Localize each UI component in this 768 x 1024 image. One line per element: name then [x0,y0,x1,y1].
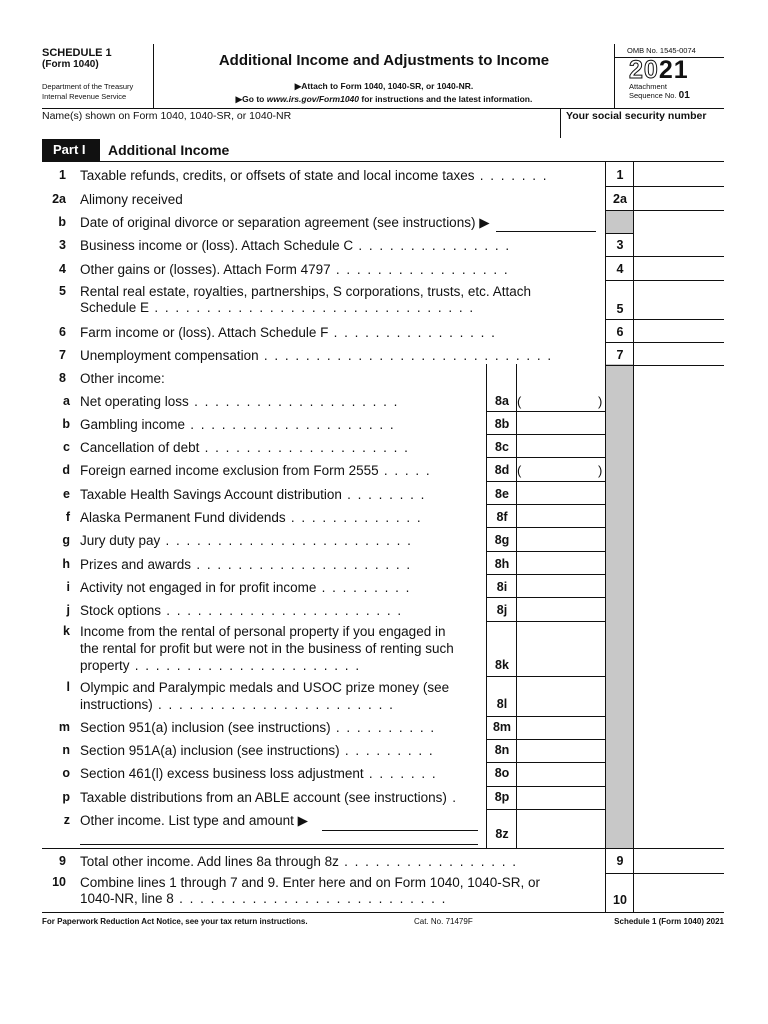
line-text: Net operating loss . . . . . . . . . . . . . . . . . . . . [80,394,399,409]
line-number: 9 [59,854,66,868]
line-text: Taxable distributions from an ABLE account (see instructions) . [80,790,458,805]
line-text: Cancellation of debt . . . . . . . . . . . . . . . . . . . . [80,440,410,455]
line-box-number: 8h [494,557,510,571]
line-text: Alaska Permanent Fund dividends . . . . . . . . . . . . . [80,510,423,525]
name-field-label: Name(s) shown on Form 1040, 1040-SR, or 1040-NR [42,110,292,122]
sequence-number: 01 [678,90,690,101]
attachment-sequence [615,82,724,100]
line-number: b [58,215,66,229]
line-box-number: 8o [494,766,510,780]
line-label: Foreign earned income exclusion from Form 2555 [80,463,379,478]
line-label: Rental real estate, royalties, partnerships, S corporations, trusts, etc. Attach [80,284,531,299]
line-text: Unemployment compensation . . . . . . . . . . . . . . . . . . . . . . . . . . . . [80,348,553,363]
line-text: 1040-NR, line 8 . . . . . . . . . . . . . . . . . . . . . . . . . . [80,891,447,906]
line-text: Activity not engaged in for profit income . . . . . . . . . [80,580,411,595]
line-label-cont: the rental for profit but were not in the business of renting such [80,641,454,656]
sub-letter: i [66,580,70,594]
line-box-number: 3 [616,238,624,252]
col-line [633,364,634,848]
line-8j-amount[interactable] [517,597,605,621]
line-number: 4 [59,262,66,276]
line-8c-amount[interactable] [517,434,605,457]
line-number: 1 [59,168,66,182]
line-text: Stock options . . . . . . . . . . . . . . . . . . . . . . . [80,603,403,618]
line-box-number: 9 [616,854,624,868]
line-text: Total other income. Add lines 8a through 8z . . . . . . . . . . . . . . . . . [80,854,518,869]
line-8e-amount[interactable] [517,481,605,504]
form-footer-id: Schedule 1 (Form 1040) 2021 [614,917,724,926]
name-row [42,108,724,138]
attach-instruction: ▶Attach to Form 1040, 1040-SR, or 1040-NR. [294,81,474,91]
line-text [80,192,600,208]
line-label: Farm income or (loss). Attach Schedule F [80,325,329,340]
line-8i-amount[interactable] [517,574,605,597]
line-8o-amount[interactable] [517,762,605,786]
line-8n-amount[interactable] [517,739,605,762]
line-box-number: 8m [492,720,512,734]
line-box-number: 5 [616,302,624,316]
sub-letter: h [62,557,70,571]
other-income-type-field[interactable] [322,830,478,831]
sub-letter: k [63,624,70,638]
line-label: Business income or (loss). Attach Schedule C [80,238,354,253]
divorce-date-field[interactable] [496,231,596,232]
year-block [614,44,724,108]
catalog-number: Cat. No. 71479F [414,917,473,926]
other-income-type-field-2[interactable] [80,844,478,845]
line-8g-amount[interactable] [517,527,605,551]
line-box-number: 8e [495,487,509,501]
line-label: Cancellation of debt [80,440,200,455]
line-8l-amount[interactable] [517,676,605,716]
goto-instruction [154,94,614,105]
line-box-number: 8p [494,790,510,804]
goto-suffix: for instructions and the latest information. [359,94,533,104]
part-title: Additional Income [108,142,230,158]
form-footer [42,912,724,928]
line-number: 2a [52,192,66,206]
line-label: Section 461(l) excess business loss adjustment [80,766,364,781]
line-label: Other income: [80,371,165,386]
sub-letter: o [62,766,70,780]
line-label: Other gains or (losses). Attach Form 4797 [80,262,331,277]
line-box-number: 8j [496,603,508,617]
line-box-number: 7 [616,348,624,362]
line-label: Jury duty pay [80,533,161,548]
sub-letter: m [58,720,70,734]
title-block [154,44,614,108]
line-label: Stock options [80,603,162,618]
line-label: Alaska Permanent Fund dividends [80,510,286,525]
line-8k-amount[interactable] [517,621,605,676]
sub-letter: e [63,487,70,501]
line-number: 7 [59,348,66,362]
department-name: Department of the Treasury [42,82,134,91]
line-label: Section 951A(a) inclusion (see instructions) [80,743,340,758]
line-text: property . . . . . . . . . . . . . . . . . . . . . . [80,658,361,673]
line-8a-amount[interactable] [517,388,605,411]
sub-letter: j [66,603,70,617]
line-box-number: 8i [496,580,508,594]
cell-border [605,233,633,234]
shaded-column [605,364,633,848]
sequence-label: Sequence No. [629,91,677,100]
year-outline: 20 [629,56,659,84]
line-7-amount[interactable] [634,342,724,365]
line-label: Taxable refunds, credits, or offsets of state and local income taxes [80,168,475,183]
sub-letter: a [63,394,70,408]
line-text: Section 951A(a) inclusion (see instructions) . . . . . . . . . [80,743,435,758]
irs-name: Internal Revenue Service [42,92,127,101]
line-label: Olympic and Paralympic medals and USOC prize money (see [80,680,450,695]
line-2a-amount[interactable] [634,186,724,210]
line-text: Other gains or (losses). Attach Form 4797 . . . . . . . . . . . . . . . . . [80,262,510,277]
form-number: (Form 1040) [42,59,99,70]
line-text: Section 951(a) inclusion (see instructions) . . . . . . . . . . [80,720,436,735]
schedule-label: SCHEDULE 1 [42,47,112,59]
col-line [605,364,606,848]
line-box-number: 10 [613,893,627,907]
line-box-number: 6 [616,325,624,339]
line-label-cont: instructions) [80,697,153,712]
attachment-label: Attachment [629,82,667,91]
line-number: 5 [59,284,66,298]
line-8z-amount[interactable] [517,809,605,848]
line-8d-amount[interactable] [517,457,605,481]
line-box-number: 8z [495,827,509,841]
sub-letter: f [65,510,70,524]
line-6-amount[interactable] [634,319,724,342]
omb-number: OMB No. 1545-0074 [615,46,724,58]
col-line [486,364,487,848]
line-text: Section 461(l) excess business loss adjustment . . . . . . . [80,766,438,781]
line-label: Prizes and awards [80,557,192,572]
line-box-number: 8f [496,510,508,524]
line-box-number: 8c [495,440,509,454]
line-8p-amount[interactable] [517,786,605,809]
line-number: 10 [52,875,66,889]
line-text: Gambling income . . . . . . . . . . . . . . . . . . . . [80,417,396,432]
sub-letter: d [62,463,70,477]
form-header [42,44,724,108]
line-label: Unemployment compensation [80,348,259,363]
part-1-header [42,138,724,162]
line-label-cont: Schedule E [80,300,150,315]
line-text: Prizes and awards . . . . . . . . . . . . . . . . . . . . . [80,557,412,572]
paren-close: ) [598,463,603,478]
tax-year [615,58,724,82]
form-title: Additional Income and Adjustments to Income [218,52,550,69]
line-number: 3 [59,238,66,252]
paren-open: ( [517,463,522,478]
line-label: Taxable distributions from an ABLE account (see instructions) [80,790,447,805]
line-box-number: 8n [494,743,510,757]
line-label: Alimony received [80,192,183,207]
line-8f-amount[interactable] [517,504,605,527]
line-box-number: 8b [494,417,510,431]
line-text: Business income or (loss). Attach Schedule C . . . . . . . . . . . . . . . [80,238,511,253]
sub-letter: n [62,743,70,757]
department-label [42,81,153,101]
sub-letter: g [62,533,70,547]
year-bold: 21 [658,56,689,84]
form-id-block [42,44,154,108]
line-8h-amount[interactable] [517,551,605,574]
line-4-amount[interactable] [634,256,724,280]
line-label: Taxable Health Savings Account distribution [80,487,342,502]
line-8b-amount[interactable] [517,411,605,434]
line-10-amount[interactable] [634,873,724,912]
sub-letter: z [63,813,70,827]
line-box-number: 8k [495,658,509,672]
line-text: Schedule E . . . . . . . . . . . . . . . . . . . . . . . . . . . . . . . [80,300,475,315]
line-9-amount[interactable] [634,848,724,873]
line-number: 8 [59,371,66,385]
sub-letter: b [62,417,70,431]
line-box-number: 8d [494,463,510,477]
line-label-cont: 1040-NR, line 8 [80,891,174,906]
line-label: Gambling income [80,417,186,432]
line-3-amount[interactable] [634,233,724,256]
line-label: Other income. List type and amount ▶ [80,813,308,828]
sub-letter: l [66,680,70,694]
goto-prefix: ▶Go to [235,94,267,104]
line-text: Taxable Health Savings Account distribution . . . . . . . . [80,487,426,502]
sub-letter: c [63,440,70,454]
line-text: Taxable refunds, credits, or offsets of state and local income taxes . . . . . . . [80,168,548,183]
line-text: Jury duty pay . . . . . . . . . . . . . . . . . . . . . . . . [80,533,413,548]
line-box-number: 2a [613,192,627,206]
part-tag: Part I [42,139,100,161]
form-page [42,44,724,932]
line-label-cont2: property [80,658,130,673]
shaded-cell [605,210,633,233]
line-label: Net operating loss [80,394,189,409]
line-box-number: 8a [495,394,509,408]
line-box-number: 1 [616,168,624,182]
line-box-number: 4 [616,262,624,276]
line-text: Foreign earned income exclusion from Form 2555 . . . . . [80,463,432,478]
line-text: instructions) . . . . . . . . . . . . . . . . . . . . . . . [80,697,395,712]
cell-border [605,210,724,211]
line-text: Farm income or (loss). Attach Schedule F . . . . . . . . . . . . . . . . [80,325,497,340]
paren-open: ( [517,394,522,409]
ssn-field-label: Your social security number [566,110,707,122]
line-label: Activity not engaged in for profit income [80,580,317,595]
ssn-field[interactable] [560,108,724,138]
paren-close: ) [598,394,603,409]
sub-letter: p [62,790,70,804]
line-label: Date of original divorce or separation agreement (see instructions) ▶ [80,215,490,230]
line-1-amount[interactable] [634,162,724,186]
line-box-number: 8l [496,697,508,711]
cell-border [42,848,724,849]
line-5-amount[interactable] [634,280,724,319]
line-label: Combine lines 1 through 7 and 9. Enter here and on Form 1040, 1040-SR, or [80,875,541,890]
cell-border [605,365,724,366]
irs-link[interactable]: www.irs.gov/Form1040 [266,94,360,104]
line-label: Section 951(a) inclusion (see instructions) [80,720,331,735]
line-8m-amount[interactable] [517,716,605,739]
paperwork-notice: For Paperwork Reduction Act Notice, see your tax return instructions. [42,917,308,926]
line-box-number: 8g [494,533,510,547]
line-label: Income from the rental of personal property if you engaged in [80,624,446,639]
line-label: Total other income. Add lines 8a through 8z [80,854,339,869]
line-number: 6 [59,325,66,339]
